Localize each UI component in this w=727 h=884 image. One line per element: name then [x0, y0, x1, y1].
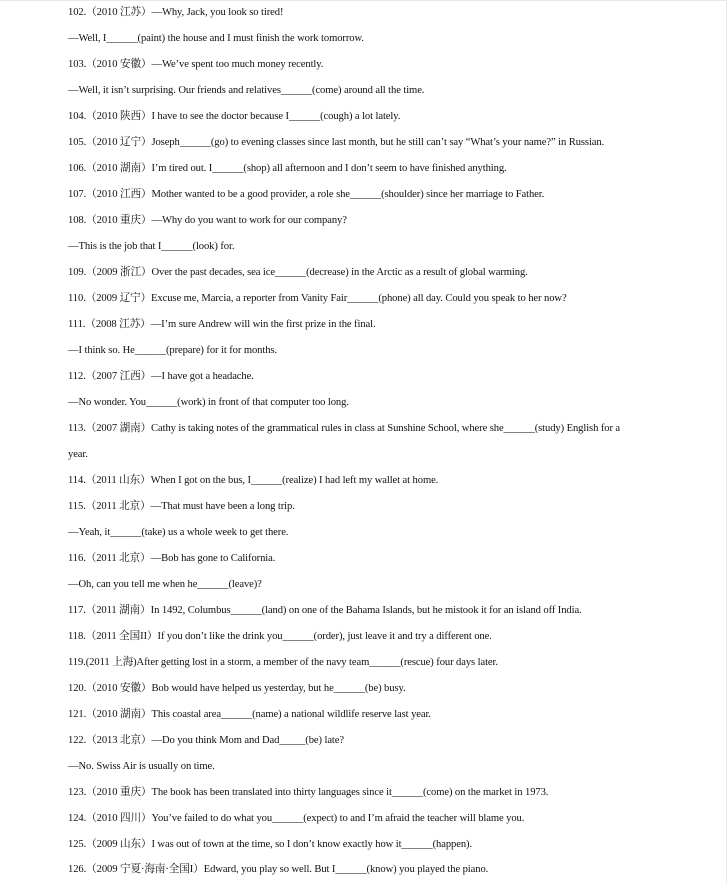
question-106: 106.（2010 湖南）I’m tired out. I______(shop) all afternoon and I don’t seem to have finished anything. [68, 163, 507, 174]
question-103: 103.（2010 安徽）—We’ve spent too much money recently. [68, 59, 324, 70]
question-113-continued: year. [68, 449, 88, 460]
question-102: 102.（2010 江苏）—Why, Jack, you look so tired! [68, 7, 284, 18]
question-121: 121.（2010 湖南）This coastal area______(name) a national wildlife reserve last year. [68, 709, 431, 720]
question-125: 125.（2009 山东）I was out of town at the time, so I don’t know exactly how it______(happen). [68, 839, 472, 850]
question-117: 117.（2011 湖南）In 1492, Columbus______(land) on one of the Bahama Islands, but he mistook it for an island off India. [68, 605, 582, 616]
question-105: 105.（2010 辽宁）Joseph______(go) to evening classes since last month, but he still can’t say “What’s your name?” in Russian. [68, 137, 605, 148]
question-116: 116.（2011 北京）—Bob has gone to California. [68, 553, 276, 564]
question-108: 108.（2010 重庆）—Why do you want to work for our company? [68, 215, 347, 226]
question-104: 104.（2010 陕西）I have to see the doctor because I______(cough) a lot lately. [68, 111, 401, 122]
question-112: 112.（2007 江西）—I have got a headache. [68, 371, 254, 382]
answer-line-122: —No. Swiss Air is usually on time. [68, 761, 215, 772]
answer-line-111: —I think so. He______(prepare) for it for months. [68, 345, 277, 356]
answer-line-102: —Well, I______(paint) the house and I must finish the work tomorrow. [68, 33, 364, 44]
page-edge-top [0, 0, 727, 1]
question-123: 123.（2010 重庆）The book has been translated into thirty languages since it______(come) on the market in 1973. [68, 787, 549, 798]
question-113: 113.（2007 湖南）Cathy is taking notes of the grammatical rules in class at Sunshine School, where she______(study) English for a [68, 423, 621, 434]
question-115: 115.（2011 北京）—That must have been a long trip. [68, 501, 295, 512]
question-122: 122.（2013 北京）—Do you think Mom and Dad_____(be) late? [68, 735, 344, 746]
answer-line-103: —Well, it isn’t surprising. Our friends and relatives______(come) around all the time. [68, 85, 425, 96]
question-107: 107.（2010 江西）Mother wanted to be a good provider, a role she______(shoulder) since her marriage to Father. [68, 189, 545, 200]
question-120: 120.（2010 安徽）Bob would have helped us yesterday, but he______(be) busy. [68, 683, 406, 694]
question-119: 119.(2011 上海)After getting lost in a storm, a member of the navy team______(rescue) four days later. [68, 657, 498, 668]
question-124: 124.（2010 四川）You’ve failed to do what you______(expect) to and I’m afraid the teacher will blame you. [68, 813, 525, 824]
question-126: 126.（2009 宁夏·海南·全国I）Edward, you play so well. But I______(know) you played the piano. [68, 864, 489, 875]
question-111: 111.（2008 江苏）—I’m sure Andrew will win the first prize in the final. [68, 319, 376, 330]
answer-line-112: —No wonder. You______(work) in front of that computer too long. [68, 397, 349, 408]
question-109: 109.（2009 浙江）Over the past decades, sea ice______(decrease) in the Arctic as a result of global warming. [68, 267, 528, 278]
question-110: 110.（2009 辽宁）Excuse me, Marcia, a reporter from Vanity Fair______(phone) all day. Could you speak to her now? [68, 293, 567, 304]
question-114: 114.（2011 山东）When I got on the bus, I______(realize) I had left my wallet at home. [68, 475, 439, 486]
answer-line-108: —This is the job that I______(look) for. [68, 241, 235, 252]
question-118: 118.（2011 全国II）If you don’t like the drink you______(order), just leave it and try a different one. [68, 631, 492, 642]
answer-line-115: —Yeah, it______(take) us a whole week to get there. [68, 527, 289, 538]
answer-line-116: —Oh, can you tell me when he______(leave)? [68, 579, 262, 590]
